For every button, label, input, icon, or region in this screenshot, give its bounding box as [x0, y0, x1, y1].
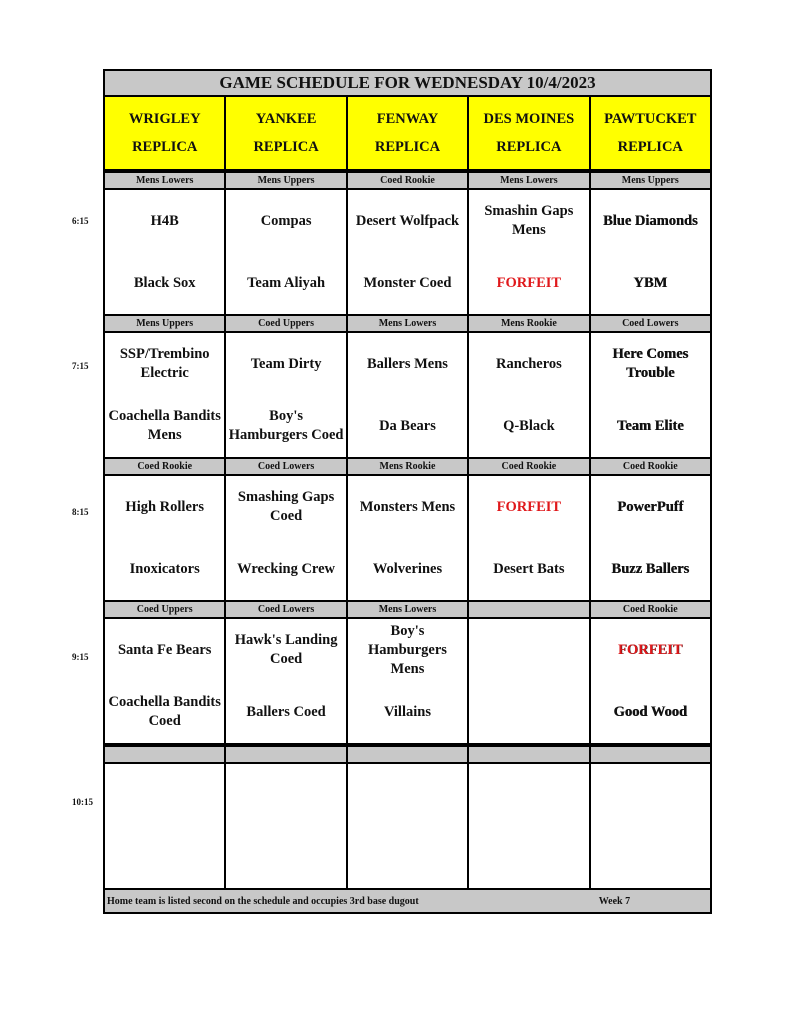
division-label: Mens Lowers	[347, 315, 468, 332]
away-team-name: Smashin Gaps Mens	[484, 203, 574, 238]
home-team-name: Wolverines	[372, 560, 443, 577]
home-team-name: Coachella Bandits Coed	[108, 694, 221, 729]
home-team-row	[104, 252, 711, 315]
away-team-cell	[225, 332, 346, 395]
home-team-name: FORFEIT	[496, 274, 562, 291]
home-team-name: Da Bears	[379, 417, 436, 434]
division-label: Mens Lowers	[104, 172, 225, 189]
field-header-row	[104, 96, 711, 170]
away-team-cell	[104, 618, 225, 681]
empty-cell	[225, 826, 346, 889]
schedule-table	[103, 69, 712, 171]
home-team-row	[104, 681, 711, 744]
home-team-cell	[347, 681, 468, 744]
away-team-cell	[347, 332, 468, 395]
title-row	[104, 70, 711, 96]
away-team-name: Ballers Mens	[367, 355, 448, 372]
away-team-name: FORFEIT	[496, 498, 562, 515]
empty-cell	[590, 763, 711, 826]
home-team-cell	[104, 252, 225, 315]
division-cell	[225, 746, 346, 763]
away-team-name: Compas	[260, 212, 312, 229]
away-team-name: Blue Diamonds	[602, 212, 698, 229]
away-team-cell	[225, 475, 346, 538]
home-team-cell	[225, 538, 346, 601]
home-team-name: Black Sox	[133, 274, 196, 291]
away-team-cell	[590, 618, 711, 681]
away-team-name: SSP/Trembino Electric	[119, 346, 210, 381]
empty-game-row	[104, 826, 711, 889]
division-label: Coed Lowers	[225, 458, 346, 475]
home-team-name: YBM	[633, 274, 668, 291]
empty-cell	[104, 763, 225, 826]
home-team-cell	[347, 538, 468, 601]
home-team-cell	[225, 252, 346, 315]
home-team-name: Team Aliyah	[247, 274, 326, 291]
footer-note: Home team is listed second on the schedule and occupies 3rd base dugout	[107, 895, 419, 907]
division-row-empty	[104, 746, 711, 763]
division-label: Coed Rookie	[468, 458, 589, 475]
division-label: Coed Uppers	[104, 601, 225, 618]
home-team-cell	[104, 538, 225, 601]
division-label: Coed Rookie	[104, 458, 225, 475]
division-cell	[590, 746, 711, 763]
field-header-yankee: YANKEE REPLICA	[225, 96, 346, 170]
away-team-name: Boy's Hamburgers Mens	[368, 622, 447, 677]
empty-cell	[347, 826, 468, 889]
time-label: 9:15	[72, 652, 89, 662]
home-team-name: Ballers Coed	[246, 703, 326, 720]
empty-game-row	[104, 763, 711, 826]
division-label: Mens Uppers	[104, 315, 225, 332]
slots-table	[103, 171, 712, 745]
away-team-name: Monsters Mens	[359, 498, 456, 515]
home-team-cell	[347, 395, 468, 458]
home-team-name: Q-Black	[503, 417, 555, 434]
field-header-pawtucket: PAWTUCKET REPLICA	[590, 96, 711, 170]
away-team-cell	[225, 618, 346, 681]
division-label: Mens Rookie	[347, 458, 468, 475]
late-slot-table	[103, 745, 712, 914]
home-team-cell	[104, 681, 225, 744]
field-header-fenway: FENWAY REPLICA	[347, 96, 468, 170]
home-team-name: Good Wood	[613, 703, 688, 720]
home-team-cell	[225, 681, 346, 744]
away-team-name: H4B	[150, 212, 179, 229]
division-label: Mens Uppers	[225, 172, 346, 189]
home-team-name: Team Elite	[616, 417, 684, 434]
home-team-cell	[590, 395, 711, 458]
away-team-cell	[225, 189, 346, 252]
away-team-cell	[347, 189, 468, 252]
home-team-cell	[590, 681, 711, 744]
schedule-sheet	[103, 69, 712, 914]
empty-cell	[104, 826, 225, 889]
away-team-cell	[104, 475, 225, 538]
home-team-row	[104, 538, 711, 601]
away-team-cell	[590, 189, 711, 252]
field-header-wrigley: WRIGLEY REPLICA	[104, 96, 225, 170]
home-team-name: Monster Coed	[363, 274, 452, 291]
away-team-name: FORFEIT	[618, 641, 683, 658]
home-team-name: Wrecking Crew	[237, 560, 336, 577]
home-team-name: Desert Bats	[493, 560, 565, 577]
division-label	[468, 601, 589, 618]
home-team-cell	[225, 395, 346, 458]
away-team-cell	[347, 475, 468, 538]
division-label: Coed Rookie	[347, 172, 468, 189]
home-team-cell	[590, 538, 711, 601]
empty-cell	[225, 763, 346, 826]
division-cell	[104, 746, 225, 763]
time-label: 8:15	[72, 507, 89, 517]
away-team-name: Rancheros	[495, 355, 562, 372]
division-label: Coed Rookie	[590, 601, 711, 618]
division-label: Coed Lowers	[225, 601, 346, 618]
away-team-name: Hawk's Landing Coed	[234, 632, 338, 667]
footer-cell	[104, 889, 711, 913]
away-team-cell	[468, 332, 589, 395]
away-team-name: Here Comes Trouble	[612, 346, 689, 381]
division-label: Coed Rookie	[590, 458, 711, 475]
home-team-cell	[468, 681, 589, 744]
time-label: 6:15	[72, 216, 89, 226]
away-team-cell	[590, 475, 711, 538]
away-team-name: PowerPuff	[617, 498, 684, 515]
away-team-row	[104, 475, 711, 538]
empty-cell	[347, 763, 468, 826]
page-title: GAME SCHEDULE FOR WEDNESDAY 10/4/2023	[104, 70, 711, 96]
home-team-name: Inoxicators	[129, 560, 200, 577]
home-team-name: Boy's Hamburgers Coed	[228, 408, 344, 443]
division-row	[104, 458, 711, 475]
away-team-cell	[468, 618, 589, 681]
away-team-name: Desert Wolfpack	[355, 212, 460, 229]
away-team-name: Smashing Gaps Coed	[237, 489, 335, 524]
empty-cell	[468, 763, 589, 826]
time-label: 10:15	[72, 797, 93, 807]
division-row	[104, 601, 711, 618]
home-team-cell	[590, 252, 711, 315]
division-row	[104, 315, 711, 332]
home-team-cell	[347, 252, 468, 315]
division-label: Coed Uppers	[225, 315, 346, 332]
home-team-cell	[468, 395, 589, 458]
home-team-cell	[468, 538, 589, 601]
away-team-cell	[347, 618, 468, 681]
away-team-name: Santa Fe Bears	[117, 641, 212, 658]
empty-cell	[468, 826, 589, 889]
week-label: Week 7	[598, 895, 631, 907]
time-label: 7:15	[72, 361, 89, 371]
away-team-cell	[468, 189, 589, 252]
division-cell	[347, 746, 468, 763]
home-team-row	[104, 395, 711, 458]
empty-cell	[590, 826, 711, 889]
away-team-row	[104, 189, 711, 252]
away-team-row	[104, 618, 711, 681]
away-team-row	[104, 332, 711, 395]
away-team-cell	[104, 332, 225, 395]
division-label: Mens Uppers	[590, 172, 711, 189]
division-label: Mens Rookie	[468, 315, 589, 332]
home-team-cell	[104, 395, 225, 458]
division-label: Mens Lowers	[347, 601, 468, 618]
division-row	[104, 172, 711, 189]
home-team-name: Coachella Bandits Mens	[108, 408, 221, 443]
away-team-cell	[468, 475, 589, 538]
away-team-cell	[104, 189, 225, 252]
home-team-cell	[468, 252, 589, 315]
home-team-name: Villains	[383, 703, 431, 720]
away-team-name: Team Dirty	[250, 355, 322, 372]
division-cell	[468, 746, 589, 763]
division-label: Coed Lowers	[590, 315, 711, 332]
away-team-name: High Rollers	[125, 498, 204, 515]
home-team-name: Buzz Ballers	[611, 560, 690, 577]
footer-row	[104, 889, 711, 913]
field-header-des-moines: DES MOINES REPLICA	[468, 96, 589, 170]
away-team-cell	[590, 332, 711, 395]
division-label: Mens Lowers	[468, 172, 589, 189]
